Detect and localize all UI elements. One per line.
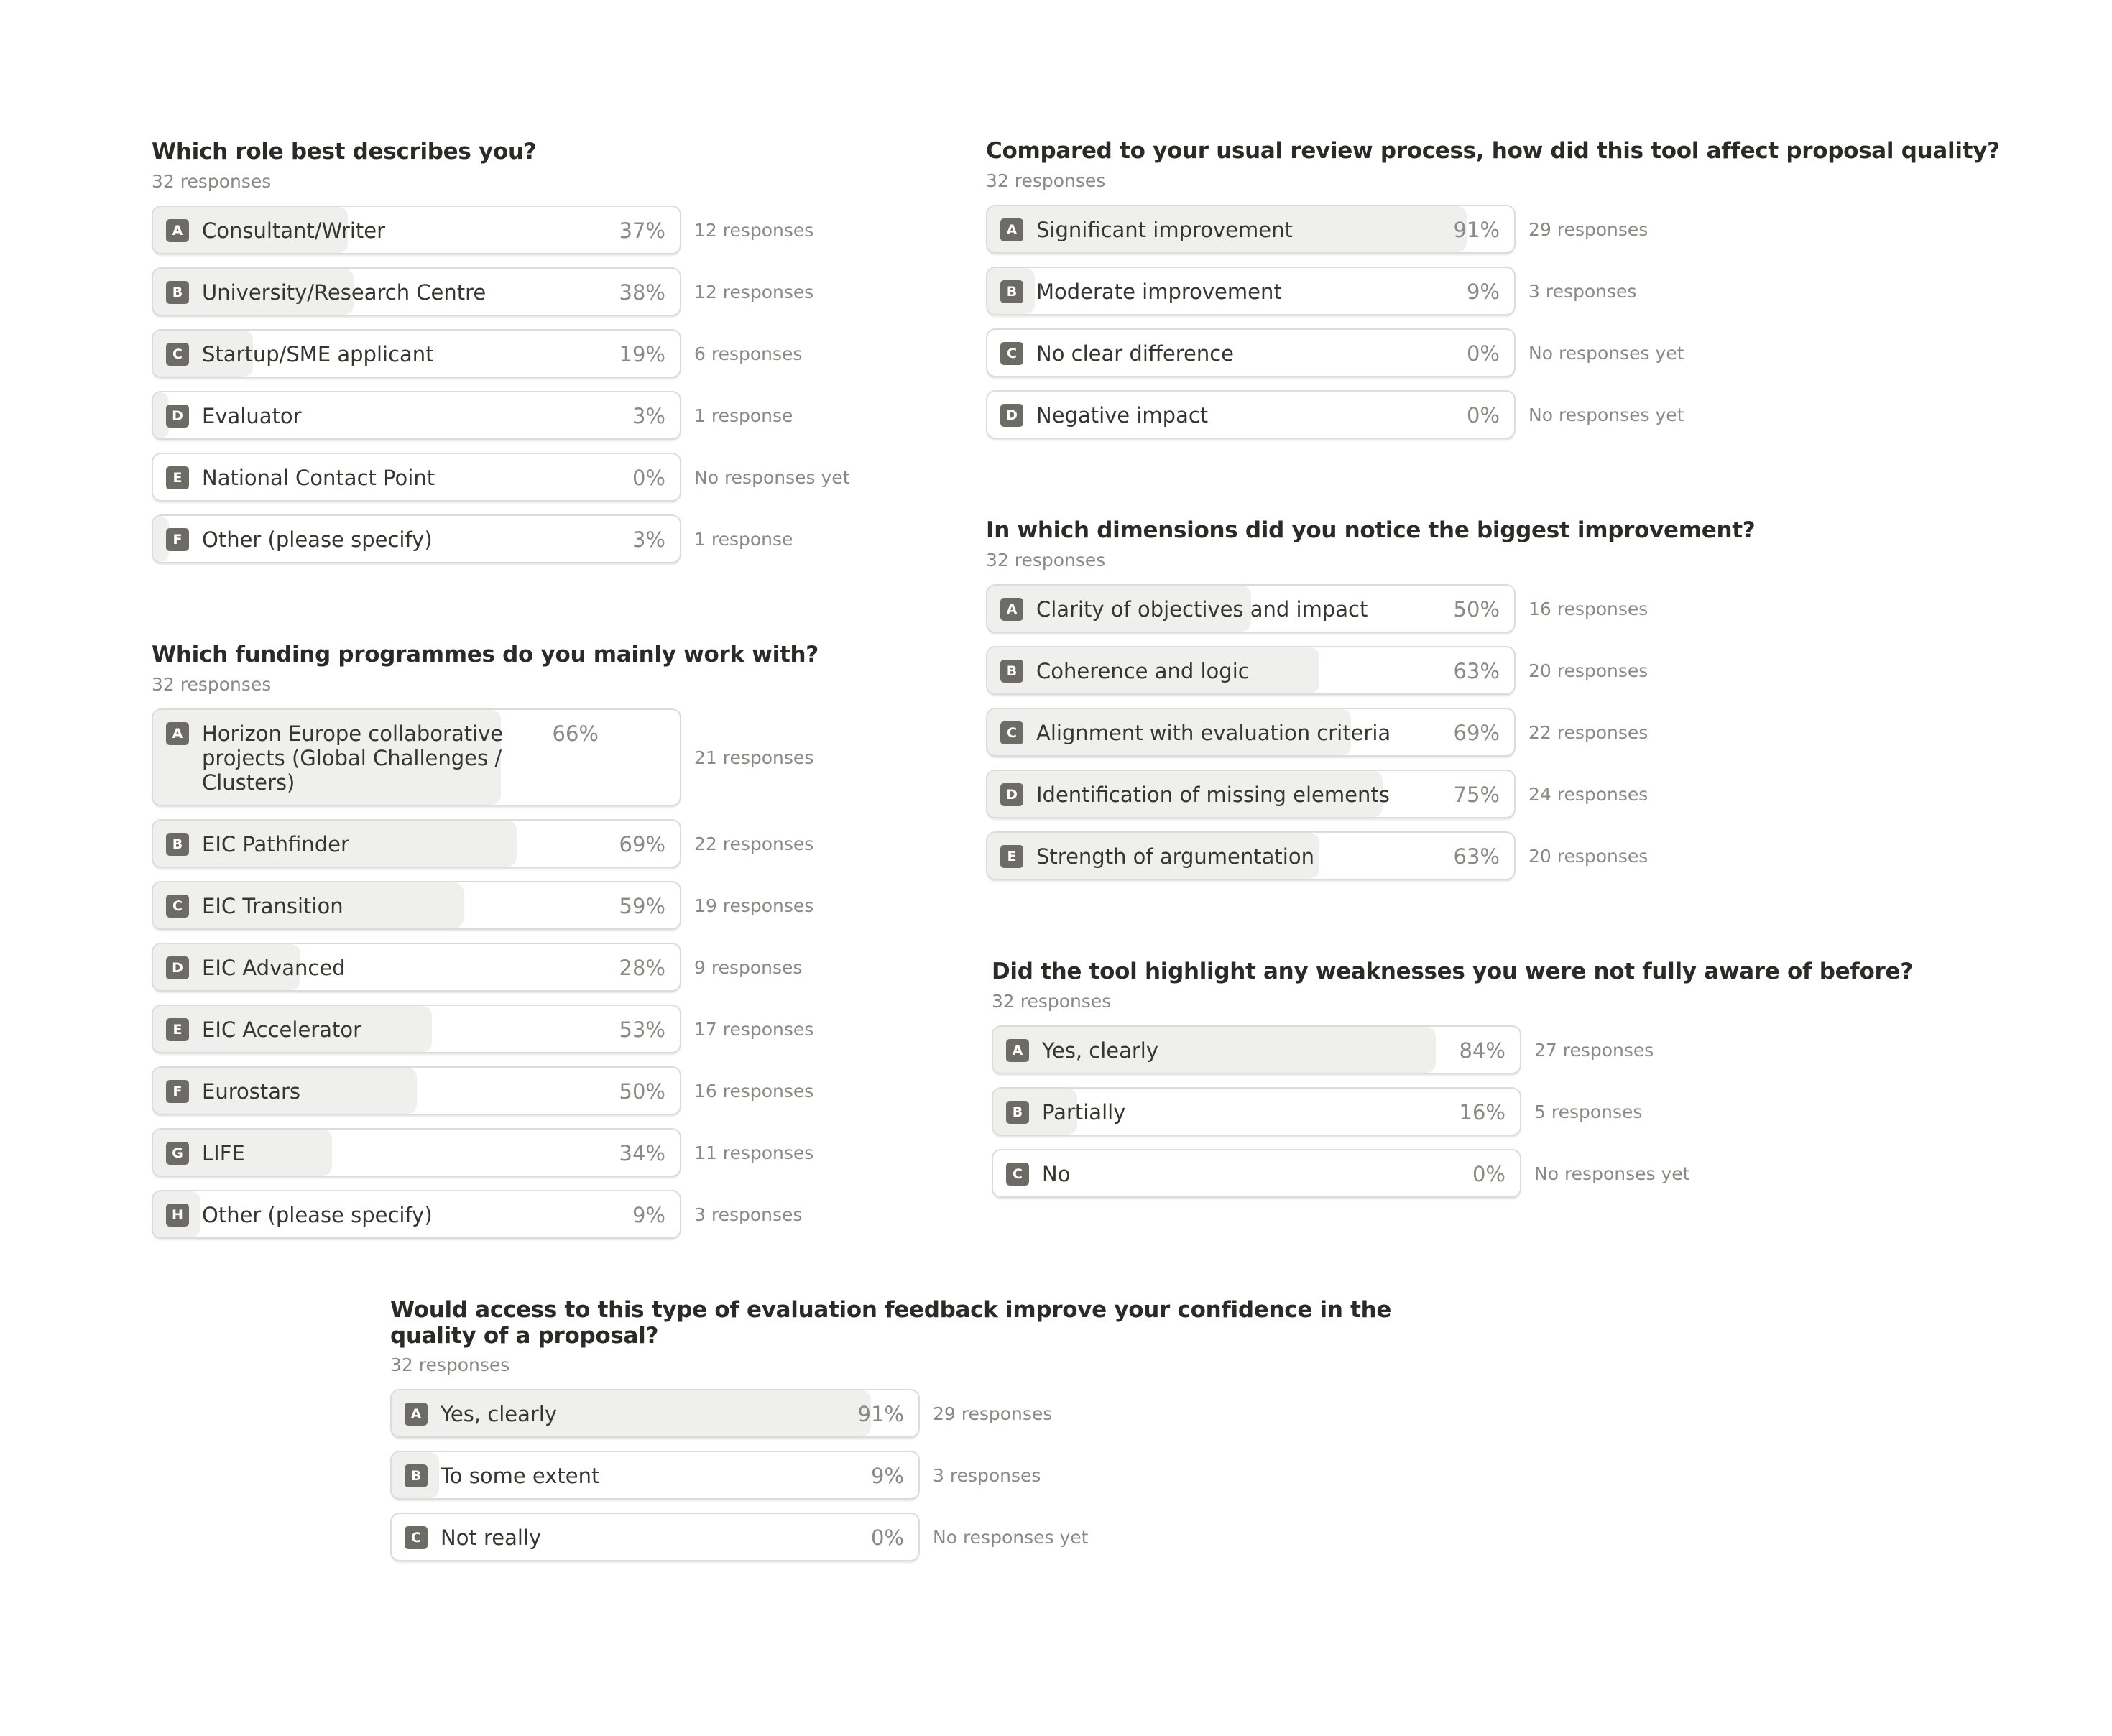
option-label: To some extent [441, 1464, 600, 1488]
option-button[interactable] [152, 881, 681, 930]
option-response-count: 22 responses [694, 833, 814, 854]
option-percentage: 59% [619, 894, 665, 918]
option-percentage: 0% [632, 466, 665, 490]
option-response-count: 17 responses [694, 1018, 814, 1040]
option-key-badge: A [1006, 1039, 1029, 1062]
option-key-badge: A [166, 219, 189, 242]
question-quality [986, 137, 2000, 439]
option-row [992, 1087, 1913, 1136]
response-count: 32 responses [390, 1354, 510, 1375]
option-label: EIC Pathfinder [202, 832, 349, 857]
option-label: Yes, clearly [441, 1402, 558, 1426]
option-key-badge: H [166, 1204, 189, 1227]
option-button[interactable] [152, 391, 681, 440]
option-response-count: 1 response [694, 528, 793, 550]
option-response-count: No responses yet [694, 466, 850, 488]
option-percentage: 38% [619, 280, 665, 305]
option-key-badge: B [166, 833, 189, 856]
option-button[interactable] [152, 1190, 681, 1239]
option-label: Yes, clearly [1042, 1038, 1159, 1063]
question-title: Did the tool highlight any weaknesses you were not fully aware of before? [992, 959, 1913, 984]
question-funding [152, 641, 818, 1239]
option-percentage: 28% [619, 956, 665, 980]
option-label: Partially [1042, 1100, 1126, 1125]
option-label: Strength of argumentation [1036, 844, 1314, 869]
option-percentage: 0% [1466, 341, 1500, 366]
option-label: Startup/SME applicant [202, 342, 434, 366]
option-row [152, 708, 818, 806]
option-response-count: 20 responses [1528, 845, 1648, 867]
option-label: Clarity of objectives and impact [1036, 597, 1368, 622]
option-key-badge: C [1000, 342, 1023, 365]
option-button[interactable] [152, 1005, 681, 1053]
option-label: Other (please specify) [202, 1203, 433, 1227]
option-key-badge: B [166, 281, 189, 304]
option-button[interactable] [390, 1513, 920, 1561]
option-label: Not really [441, 1525, 542, 1550]
option-key-badge: C [405, 1526, 428, 1549]
option-key-badge: B [1000, 660, 1023, 683]
option-button[interactable] [992, 1025, 1521, 1074]
option-row [152, 1128, 818, 1177]
option-response-count: 16 responses [694, 1080, 814, 1102]
option-response-count: 16 responses [1528, 598, 1648, 619]
option-button[interactable] [992, 1149, 1521, 1198]
option-button[interactable] [986, 708, 1516, 757]
option-key-badge: C [1006, 1163, 1029, 1186]
option-button[interactable] [986, 770, 1516, 818]
option-row [986, 831, 1755, 880]
option-label: LIFE [202, 1141, 245, 1165]
option-button[interactable] [152, 206, 681, 254]
option-percentage: 16% [1459, 1100, 1505, 1125]
option-response-count: No responses yet [1528, 342, 1684, 364]
option-percentage: 19% [619, 342, 665, 366]
option-response-count: 1 response [694, 405, 793, 426]
option-key-badge: D [1000, 783, 1023, 806]
option-percentage: 69% [1453, 721, 1500, 745]
option-percentage: 34% [619, 1141, 665, 1165]
question-dimensions [986, 517, 1755, 880]
option-label: EIC Accelerator [202, 1017, 362, 1042]
question-role [152, 138, 849, 563]
option-list [992, 1025, 1913, 1198]
option-row [152, 943, 818, 992]
option-row [152, 1190, 818, 1239]
option-response-count: 24 responses [1528, 783, 1648, 805]
option-row [152, 206, 849, 254]
question-title: Which role best describes you? [152, 139, 537, 165]
option-list [986, 584, 1755, 880]
option-key-badge: D [1000, 404, 1023, 427]
option-percentage: 9% [1466, 280, 1500, 304]
option-label: Negative impact [1036, 403, 1209, 428]
option-percentage: 69% [619, 832, 665, 857]
option-percentage: 0% [870, 1525, 904, 1550]
option-percentage: 9% [870, 1464, 904, 1488]
option-label: No clear difference [1036, 341, 1234, 366]
option-key-badge: A [1000, 218, 1023, 241]
option-key-badge: C [166, 895, 189, 918]
option-row [986, 390, 2000, 439]
option-button[interactable] [152, 329, 681, 378]
option-row [992, 1149, 1913, 1198]
option-percentage: 50% [1453, 597, 1500, 622]
option-percentage: 0% [1466, 403, 1500, 428]
option-button[interactable] [986, 390, 1516, 439]
option-row [152, 881, 818, 930]
option-response-count: No responses yet [1534, 1163, 1690, 1184]
option-response-count: No responses yet [1528, 404, 1684, 425]
option-percentage: 84% [1459, 1038, 1505, 1063]
option-response-count: 29 responses [1528, 218, 1648, 240]
option-percentage: 66% [552, 721, 599, 746]
option-key-badge: D [166, 956, 189, 979]
option-row [152, 1005, 818, 1053]
option-key-badge: B [1000, 280, 1023, 303]
option-row [152, 514, 849, 563]
option-percentage: 63% [1453, 659, 1500, 683]
option-label: Evaluator [202, 404, 302, 428]
option-row [986, 708, 1755, 757]
option-label: Other (please specify) [202, 527, 433, 552]
option-key-badge: E [1000, 845, 1023, 868]
option-response-count: 9 responses [694, 956, 803, 978]
option-button[interactable] [986, 584, 1516, 633]
option-row [992, 1025, 1913, 1074]
option-response-count: 3 responses [933, 1464, 1041, 1486]
option-list [152, 708, 818, 1239]
option-response-count: 21 responses [694, 747, 814, 768]
option-button[interactable] [992, 1087, 1521, 1136]
option-key-badge: E [166, 1018, 189, 1041]
option-percentage: 3% [632, 404, 665, 428]
option-response-count: 3 responses [694, 1204, 803, 1225]
option-list [390, 1389, 1497, 1561]
response-count: 32 responses [152, 674, 272, 695]
option-button[interactable] [986, 328, 1516, 377]
option-label: EIC Transition [202, 894, 343, 918]
option-button[interactable] [152, 267, 681, 316]
option-row [152, 1066, 818, 1115]
option-row [986, 267, 2000, 315]
option-row [390, 1389, 1497, 1438]
option-row [986, 205, 2000, 254]
question-confidence [390, 1297, 1497, 1561]
option-row [152, 391, 849, 440]
question-title: Would access to this type of evaluation feedback improve your confidence in the quality of a proposal? [390, 1297, 1392, 1349]
option-button[interactable] [152, 1128, 681, 1177]
option-row [986, 646, 1755, 695]
option-row [986, 328, 2000, 377]
option-button[interactable] [986, 831, 1516, 880]
question-title: In which dimensions did you notice the biggest improvement? [986, 517, 1756, 543]
option-response-count: 27 responses [1534, 1039, 1654, 1061]
option-response-count: 22 responses [1528, 721, 1648, 743]
option-response-count: 12 responses [694, 281, 814, 303]
option-button[interactable] [986, 646, 1516, 695]
option-label: Significant improvement [1036, 218, 1293, 242]
option-button[interactable] [152, 514, 681, 563]
option-response-count: 6 responses [694, 343, 803, 364]
option-percentage: 9% [632, 1203, 665, 1227]
question-title: Which funding programmes do you mainly work with? [152, 642, 818, 668]
option-row [152, 267, 849, 316]
option-response-count: 3 responses [1528, 280, 1637, 302]
option-row [986, 584, 1755, 633]
option-percentage: 3% [632, 527, 665, 552]
option-list [152, 206, 849, 563]
option-button[interactable] [390, 1451, 920, 1500]
option-key-badge: D [166, 405, 189, 428]
option-button[interactable] [152, 708, 681, 806]
response-count: 32 responses [152, 171, 272, 192]
option-button[interactable] [986, 267, 1516, 315]
option-label: National Contact Point [202, 466, 435, 490]
option-response-count: 11 responses [694, 1142, 814, 1163]
response-count: 32 responses [986, 170, 1106, 191]
question-title: Compared to your usual review process, how did this tool affect proposal quality? [986, 138, 2000, 164]
option-label: Coherence and logic [1036, 659, 1250, 683]
option-response-count: 5 responses [1534, 1101, 1643, 1122]
option-key-badge: A [405, 1403, 428, 1426]
option-list [986, 205, 2000, 439]
option-key-badge: C [166, 343, 189, 366]
option-percentage: 75% [1453, 782, 1500, 807]
option-key-badge: E [166, 466, 189, 489]
option-label: Identification of missing elements [1036, 782, 1390, 807]
option-button[interactable] [152, 1066, 681, 1115]
question-weaknesses [992, 958, 1913, 1198]
option-label: Eurostars [202, 1079, 301, 1104]
option-button[interactable] [390, 1389, 920, 1438]
option-label: No [1042, 1162, 1071, 1186]
option-key-badge: C [1000, 721, 1023, 744]
option-label: Alignment with evaluation criteria [1036, 721, 1391, 745]
option-percentage: 37% [619, 218, 665, 243]
option-label: Horizon Europe collaborative projects (Global Challenges / Clusters) [202, 721, 504, 795]
option-response-count: 29 responses [933, 1403, 1053, 1424]
option-label: EIC Advanced [202, 956, 346, 980]
option-key-badge: B [405, 1464, 428, 1487]
option-percentage: 50% [619, 1079, 665, 1104]
option-percentage: 91% [857, 1402, 904, 1426]
option-key-badge: F [166, 528, 189, 551]
option-response-count: 20 responses [1528, 660, 1648, 681]
option-button[interactable] [152, 453, 681, 502]
option-percentage: 0% [1472, 1162, 1505, 1186]
option-button[interactable] [152, 819, 681, 868]
option-key-badge: G [166, 1142, 189, 1165]
option-row [390, 1513, 1497, 1561]
option-label: Consultant/Writer [202, 218, 386, 243]
option-percentage: 63% [1453, 844, 1500, 869]
option-percentage: 91% [1453, 218, 1500, 242]
option-percentage: 53% [619, 1017, 665, 1042]
option-key-badge: B [1006, 1101, 1029, 1124]
option-response-count: 12 responses [694, 219, 814, 241]
option-row [152, 453, 849, 502]
option-label: University/Research Centre [202, 280, 487, 305]
option-key-badge: A [1000, 598, 1023, 621]
option-button[interactable] [986, 205, 1516, 254]
option-row [986, 770, 1755, 818]
option-label: Moderate improvement [1036, 280, 1282, 304]
option-row [390, 1451, 1497, 1500]
option-button[interactable] [152, 943, 681, 992]
response-count: 32 responses [986, 550, 1106, 571]
option-key-badge: F [166, 1080, 189, 1103]
option-response-count: No responses yet [933, 1526, 1089, 1548]
option-response-count: 19 responses [694, 895, 814, 916]
option-key-badge: A [166, 722, 189, 745]
response-count: 32 responses [992, 991, 1112, 1012]
option-row [152, 819, 818, 868]
option-row [152, 329, 849, 378]
